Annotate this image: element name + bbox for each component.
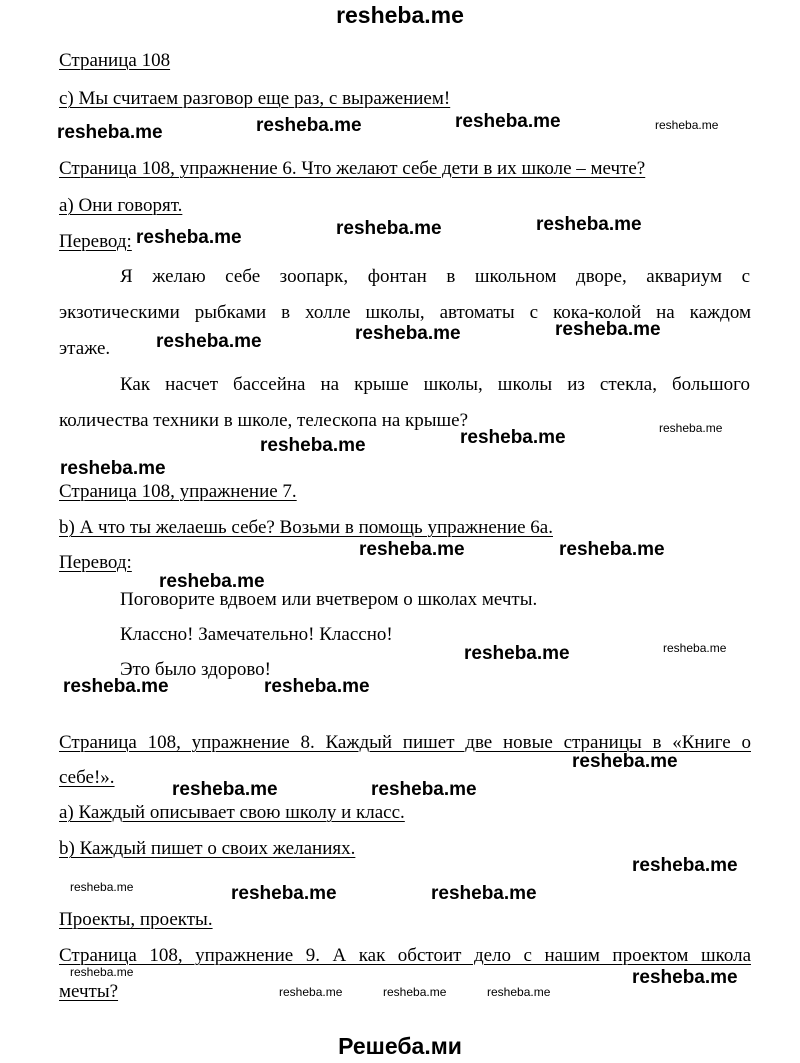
translation-text-line: Как насчет бассейна на крыше школы, школы из стекла, большого	[120, 374, 750, 395]
watermark: resheba.me	[464, 643, 570, 664]
exercise-7-answer-b: b) А что ты желаешь себе? Возьми в помощь упражнение 6a.	[59, 517, 553, 538]
watermark: resheba.me	[555, 319, 661, 340]
translation-label: Перевод:	[59, 552, 132, 573]
watermark: resheba.me	[536, 214, 642, 235]
watermark: resheba.me	[632, 855, 738, 876]
translation-text-line: Я желаю себе зоопарк, фонтан в школьном дворе, аквариум с	[120, 266, 750, 287]
translation-text-line: Поговорите вдвоем или вчетвером о школах мечты.	[120, 589, 538, 610]
watermark: resheba.me	[460, 427, 566, 448]
exercise-9-heading-cont: мечты?	[59, 981, 119, 1002]
watermark-small: resheba.me	[663, 641, 727, 655]
translation-label: Перевод:	[59, 231, 132, 252]
watermark: resheba.me	[355, 323, 461, 344]
watermark: resheba.me	[136, 227, 242, 248]
watermark-small: resheba.me	[383, 985, 447, 999]
exercise-6-heading: Страница 108, упражнение 6. Что желают себе дети в их школе – мечте?	[59, 158, 646, 179]
page-heading: Страница 108	[59, 50, 171, 71]
watermark-small: resheba.me	[655, 118, 719, 132]
exercise-7-heading: Страница 108, упражнение 7.	[59, 481, 297, 502]
watermark: resheba.me	[371, 779, 477, 800]
watermark: resheba.me	[632, 967, 738, 988]
watermark: resheba.me	[559, 539, 665, 560]
watermark: resheba.me	[156, 331, 262, 352]
paragraph-line: c) Мы считаем разговор еще раз, с выражением!	[59, 88, 451, 109]
watermark: resheba.me	[260, 435, 366, 456]
exercise-8-answer-b: b) Каждый пишет о своих желаниях.	[59, 838, 356, 859]
watermark: resheba.me	[264, 676, 370, 697]
watermark-small: resheba.me	[70, 880, 134, 894]
translation-text-line: Классно! Замечательно! Классно!	[120, 624, 393, 645]
watermark-small: resheba.me	[659, 421, 723, 435]
projects-heading: Проекты, проекты.	[59, 909, 213, 930]
watermark-small: resheba.me	[487, 985, 551, 999]
watermark: resheba.me	[60, 458, 166, 479]
translation-text-line: количества техники в школе, телескопа на крыше?	[59, 410, 469, 431]
watermark: resheba.me	[256, 115, 362, 136]
watermark: resheba.me	[57, 122, 163, 143]
exercise-9-heading: Страница 108, упражнение 9. А как обстоит дело с нашим проектом школа	[59, 945, 751, 966]
watermark-small: resheba.me	[70, 965, 134, 979]
watermark: resheba.me	[63, 676, 169, 697]
watermark: resheba.me	[359, 539, 465, 560]
watermark: resheba.me	[455, 111, 561, 132]
site-title: resheba.me	[336, 2, 464, 28]
translation-text-line: Это было здорово!	[120, 659, 272, 680]
footer-title: Решеба.ми	[338, 1033, 462, 1059]
watermark: resheba.me	[172, 779, 278, 800]
exercise-8-heading-cont: себе!».	[59, 767, 115, 788]
watermark-small: resheba.me	[279, 985, 343, 999]
translation-text-line: экзотическими рыбками в холле школы, автоматы с кока-колой на каждом	[59, 302, 751, 323]
watermark: resheba.me	[159, 571, 265, 592]
watermark: resheba.me	[572, 751, 678, 772]
translation-text-line: этаже.	[59, 338, 111, 359]
watermark: resheba.me	[431, 883, 537, 904]
watermark: resheba.me	[231, 883, 337, 904]
watermark: resheba.me	[336, 218, 442, 239]
exercise-8-answer-a: a) Каждый описывает свою школу и класс.	[59, 802, 405, 823]
exercise-8-heading: Страница 108, упражнение 8. Каждый пишет две новые страницы в «Книге о	[59, 732, 751, 753]
exercise-6-answer-a: a) Они говорят.	[59, 195, 183, 216]
